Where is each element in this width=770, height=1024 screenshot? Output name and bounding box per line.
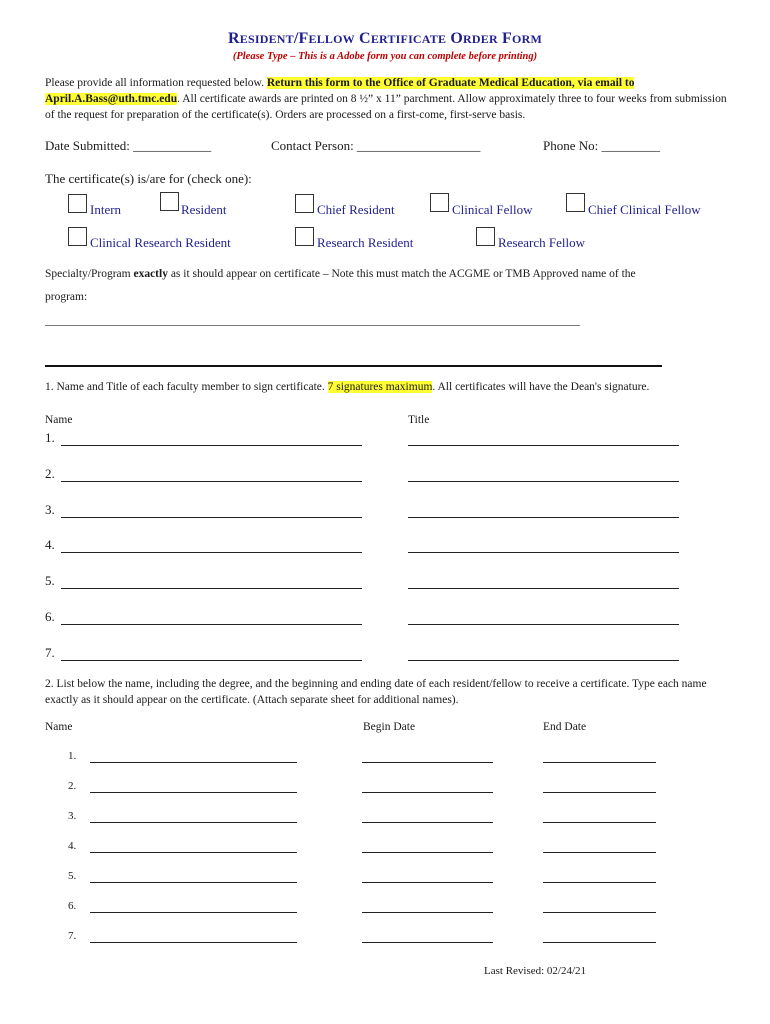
faculty-title-header: Title [408, 414, 430, 426]
faculty-name-input[interactable] [61, 481, 362, 482]
recipient-row-number: 6. [68, 900, 77, 912]
end-date-header: End Date [543, 721, 587, 733]
faculty-title-input[interactable] [408, 517, 679, 518]
end-date-input[interactable] [543, 822, 656, 823]
faculty-title-input[interactable] [408, 588, 679, 589]
program-label: program: [45, 291, 88, 303]
faculty-row-number: 6. [45, 609, 55, 624]
faculty-name-header: Name [45, 414, 73, 426]
faculty-title-input[interactable] [408, 660, 679, 661]
contact-person-field[interactable]: Contact Person: ___________________ [271, 138, 481, 153]
recipient-name-input[interactable] [90, 852, 297, 853]
faculty-name-input[interactable] [61, 445, 362, 446]
phone-no-field[interactable]: Phone No: _________ [543, 138, 660, 153]
section1-instructions: 1. Name and Title of each faculty member to sign certificate. 7 signatures maximum. All certificates will have the Dean's signature. [45, 381, 650, 393]
faculty-name-input[interactable] [61, 588, 362, 589]
last-revised: Last Revised: 02/24/21 [484, 965, 587, 977]
resident-checkbox[interactable] [160, 192, 179, 211]
resident-label: Resident [181, 202, 227, 217]
intro-paragraph: Please provide all information requested below. Return this form to the Office of Graduate Medical Education, via email to April.A.Bass@uth.tmc.edu. All certificate awards are printed on 8 ½” x 11” parchment. Allow approximately three to four weeks from submission of the request for preparation of the certificate(s). Orders are processed on a first-come, first-serve basis. [45, 77, 727, 121]
faculty-row-number: 4. [45, 537, 55, 553]
faculty-name-input[interactable] [61, 660, 362, 661]
faculty-name-input[interactable] [61, 552, 362, 553]
end-date-input[interactable] [543, 942, 656, 943]
faculty-row-number: 7. [45, 644, 55, 660]
begin-date-input[interactable] [362, 822, 493, 823]
clinical-research-resident-label: Clinical Research Resident [90, 235, 231, 250]
recipient-row-number: 5. [68, 870, 77, 882]
begin-date-header: Begin Date [363, 721, 416, 733]
faculty-title-input[interactable] [408, 481, 679, 482]
recipient-row-number: 7. [68, 930, 77, 942]
faculty-name-input[interactable] [61, 517, 362, 518]
recipient-row-number: 2. [68, 780, 77, 792]
faculty-title-input[interactable] [408, 552, 679, 553]
chief-clinical-fellow-checkbox[interactable] [566, 193, 585, 212]
research-resident-label: Research Resident [317, 235, 414, 250]
section2-instructions: 2. List below the name, including the degree, and the beginning and ending date of each resident/fellow to receive a certificate. Type each name exactly as it should appear on the certificate. (Attach separate sheet for additional names). [45, 678, 707, 706]
begin-date-input[interactable] [362, 852, 493, 853]
chief-clinical-fellow-label: Chief Clinical Fellow [588, 202, 701, 217]
end-date-input[interactable] [543, 852, 656, 853]
chief-resident-checkbox[interactable] [295, 194, 314, 213]
form-subtitle: (Please Type – This is a Adobe form you can complete before printing) [232, 51, 538, 62]
recipient-name-input[interactable] [90, 912, 297, 913]
faculty-row-number: 1. [45, 430, 55, 445]
recipient-name-input[interactable] [90, 792, 297, 793]
chief-resident-label: Chief Resident [317, 202, 395, 217]
recipient-row-number: 3. [68, 810, 77, 822]
recipient-name-input[interactable] [90, 882, 297, 883]
end-date-input[interactable] [543, 762, 656, 763]
end-date-input[interactable] [543, 882, 656, 883]
research-fellow-label: Research Fellow [498, 235, 586, 250]
intern-label: Intern [90, 202, 122, 217]
begin-date-input[interactable] [362, 912, 493, 913]
faculty-title-input[interactable] [408, 445, 679, 446]
begin-date-input[interactable] [362, 942, 493, 943]
intern-checkbox[interactable] [68, 194, 87, 213]
end-date-input[interactable] [543, 792, 656, 793]
date-submitted-field[interactable]: Date Submitted: ____________ [45, 138, 212, 153]
faculty-row-number: 5. [45, 573, 55, 589]
research-fellow-checkbox[interactable] [476, 227, 495, 246]
faculty-title-input[interactable] [408, 624, 679, 625]
recipient-name-input[interactable] [90, 942, 297, 943]
recipient-name-input[interactable] [90, 762, 297, 763]
recipient-name-input[interactable] [90, 822, 297, 823]
research-resident-checkbox[interactable] [295, 227, 314, 246]
recipient-name-header: Name [45, 721, 73, 733]
section-divider [45, 365, 662, 367]
faculty-row-number: 3. [45, 501, 55, 517]
certificate-type-label: The certificate(s) is/are for (check one): [45, 171, 252, 186]
clinical-fellow-label: Clinical Fellow [452, 202, 533, 217]
return-instructions: Return this form to the Office of Graduate Medical Education, via email to April.A.Bass@uth.tmc.edu [45, 77, 635, 105]
recipient-row-number: 4. [68, 840, 77, 852]
begin-date-input[interactable] [362, 882, 493, 883]
faculty-row-number: 2. [45, 465, 55, 481]
specialty-instructions: Specialty/Program exactly as it should appear on certificate – Note this must match the ACGME or TMB Approved name of the [45, 268, 636, 280]
end-date-input[interactable] [543, 912, 656, 913]
clinical-research-resident-checkbox[interactable] [68, 227, 87, 246]
program-input-line[interactable]: _____________________________________________________________________________________________ [45, 315, 580, 327]
signature-limit: 7 signatures maximum [327, 381, 433, 393]
form-title: RESIDENT/FELLOW CERTIFICATE ORDER FORM [228, 30, 542, 47]
faculty-name-input[interactable] [61, 624, 362, 625]
begin-date-input[interactable] [362, 762, 493, 763]
recipient-row-number: 1. [68, 750, 77, 762]
clinical-fellow-checkbox[interactable] [430, 193, 449, 212]
begin-date-input[interactable] [362, 792, 493, 793]
